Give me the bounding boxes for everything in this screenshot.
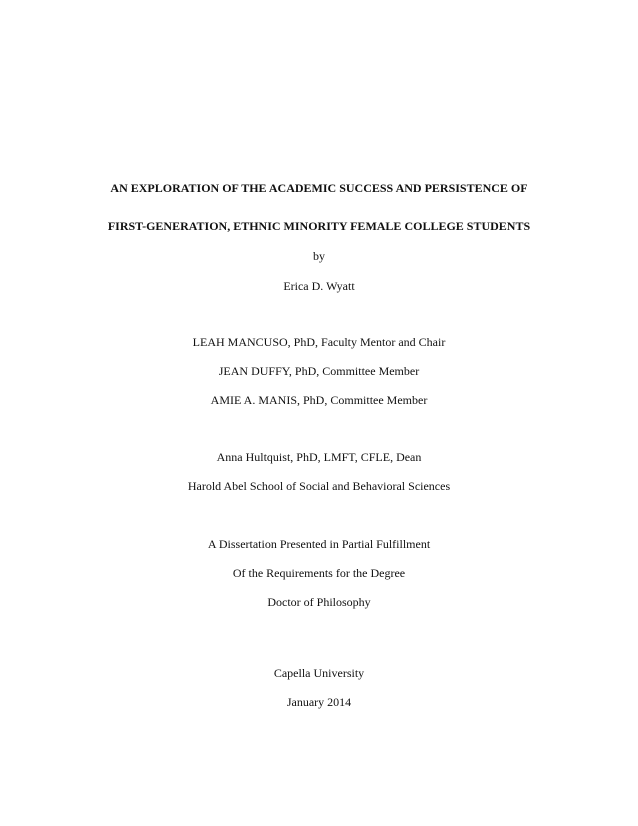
title-line-2: FIRST-GENERATION, ETHNIC MINORITY FEMALE COLLEGE STUDENTS <box>107 219 531 233</box>
committee-member-1: JEAN DUFFY, PhD, Committee Member <box>218 364 420 378</box>
by-label: by <box>313 249 325 263</box>
title-line-1: AN EXPLORATION OF THE ACADEMIC SUCCESS AND PERSISTENCE OF <box>110 181 528 195</box>
date: January 2014 <box>286 695 352 709</box>
author-name: Erica D. Wyatt <box>283 279 355 293</box>
school-name: Harold Abel School of Social and Behavioral Sciences <box>187 479 451 493</box>
institution-name: Capella University <box>273 666 365 680</box>
dean-name: Anna Hultquist, PhD, LMFT, CFLE, Dean <box>216 450 422 464</box>
degree-name: Doctor of Philosophy <box>267 595 371 609</box>
dissertation-statement: A Dissertation Presented in Partial Fulfillment <box>207 537 431 551</box>
degree-requirements: Of the Requirements for the Degree <box>232 566 406 580</box>
committee-chair: LEAH MANCUSO, PhD, Faculty Mentor and Chair <box>192 335 446 349</box>
committee-member-2: AMIE A. MANIS, PhD, Committee Member <box>210 393 428 407</box>
